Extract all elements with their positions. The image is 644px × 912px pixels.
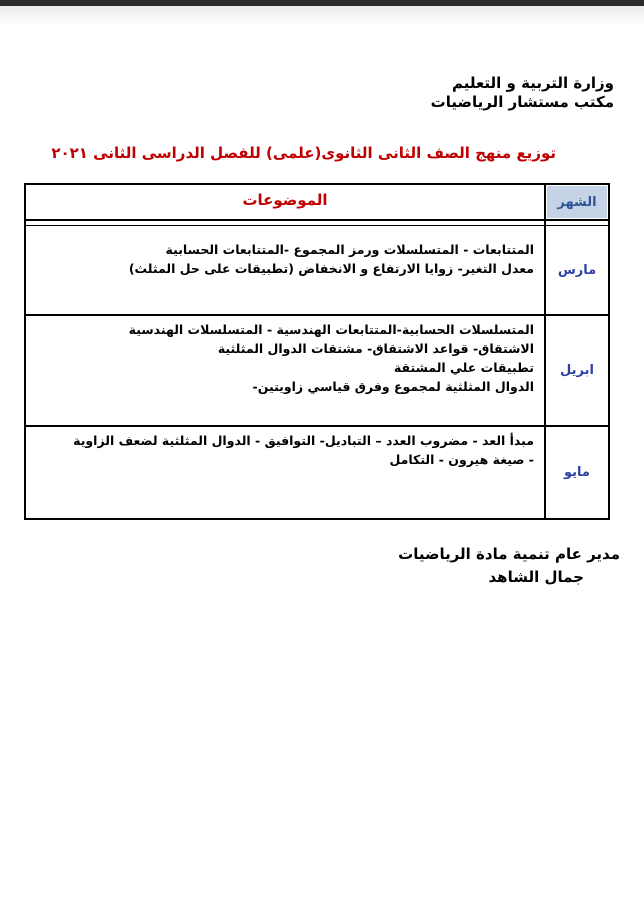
month-cell-may: مايو — [564, 465, 590, 480]
topic-line: الدوال المثلثية لمجموع وفرق قياسي زاويتين- — [252, 379, 534, 394]
month-column-header: الشهر — [547, 186, 607, 218]
month-cell-march: مارس — [557, 262, 597, 278]
topics-cell-march — [26, 226, 544, 314]
topic-line: المتتابعات - المتسلسلات ورمز المجموع -المتتابعات الحسابية — [165, 242, 534, 257]
topics-cell-april — [26, 316, 544, 425]
topic-line: المتسلسلات الحسابية-المتتابعات الهندسية - المتسلسلات الهندسية — [128, 322, 534, 337]
document-title: توزيع منهج الصف الثانى الثانوى(علمى) للفصل الدراسى الثانى ٢٠٢١ — [51, 144, 556, 162]
signatory-name: جمال الشاهد — [488, 568, 584, 586]
row-divider — [26, 219, 608, 221]
topic-line: - صيغة هيرون - التكامل — [389, 452, 534, 467]
topic-line: الاشتقاق- قواعد الاشتقاق- مشتقات الدوال المثلثية — [217, 341, 534, 356]
topic-line: معدل التغير- زوايا الارتفاع و الانخفاض (تطبيقات على حل المثلث) — [128, 261, 534, 276]
curriculum-table — [24, 183, 610, 520]
topics-cell-may — [26, 427, 544, 518]
topic-line: مبدأ العد - مضروب العدد – التباديل- التوافيق - الدوال المثلثية لضعف الزاوية — [73, 433, 534, 448]
top-shadow — [0, 6, 644, 26]
office-heading: مكتب مستشار الرياضيات — [430, 93, 614, 111]
signatory-title: مدير عام تنمية مادة الرياضيات — [398, 545, 620, 563]
month-cell-april: ابريل — [560, 363, 594, 378]
topic-line: تطبيقات علي المشتقة — [393, 360, 534, 375]
topics-column-header: الموضوعات — [242, 191, 328, 209]
ministry-heading: وزارة التربية و التعليم — [451, 74, 614, 92]
